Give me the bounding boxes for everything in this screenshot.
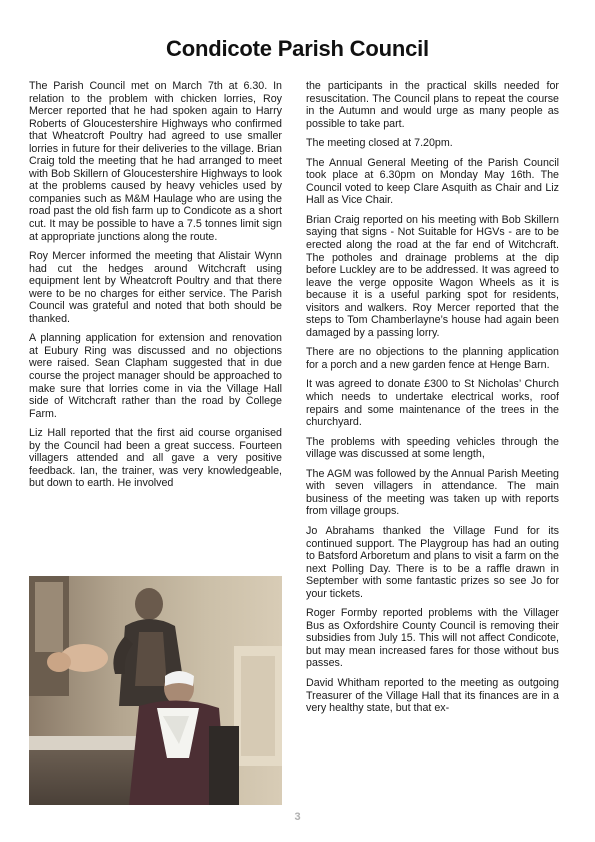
paragraph: The meeting closed at 7.20pm. xyxy=(306,137,453,150)
paragraph: The problems with speeding vehicles through the village was discussed at some length, xyxy=(306,435,559,461)
paragraph: The AGM was followed by the Annual Parish Meeting with seven villagers in attendance. The main business of the meeting was taken up with reports from village groups. xyxy=(306,467,559,518)
paragraph: Jo Abrahams thanked the Village Fund for its continued support. The Playgroup has had an outing to Batsford Arboretum and plans to visit a farm on the next Polling Day. There is to be a raffle drawn in September with some fantastic prizes so see Jo for your tickets. xyxy=(306,524,559,600)
left-column xyxy=(29,80,282,497)
page-title: Condicote Parish Council xyxy=(166,36,429,61)
paragraph: the participants in the practical skills needed for resuscitation. The Council plans to repeat the course in the Autumn and would urge as many people as possible to take part. xyxy=(306,80,559,130)
paragraph: There are no objections to the planning application for a porch and a new garden fence at Henge Barn. xyxy=(306,346,559,371)
paragraph: The Annual General Meeting of the Parish Council took place at 6.30pm on Monday May 16th. The Council voted to keep Clare Asquith as Chair and Liz Hall as Vice Chair. xyxy=(306,156,559,207)
paragraph: A planning application for extension and renovation at Eubury Ring was discussed and no objections were raised. Sean Clapham suggested that in due course the project manager should be approached to make sure that lorries come in via the Village Hall side of Witchcraft rather than the road by College Farm. xyxy=(29,332,282,420)
page-number: 3 xyxy=(294,811,301,823)
paragraph: Roy Mercer informed the meeting that Alistair Wynn had cut the hedges around Witchcraft using equipment lent by Wheatcroft Poultry and that there were to be no charges for either service. The Parish Council was grateful and noted that both should be thanked. xyxy=(29,250,282,325)
paragraph: It was agreed to donate £300 to St Nicholas’ Church which needs to undertake electrical works, roof repairs and some maintenance of the trees in the churchyard. xyxy=(306,378,559,429)
paragraph: Liz Hall reported that the first aid course organised by the Council had been a great success. Fourteen villagers attended and all gave a very positive feedback. Ian, the trainer, was very knowledgeable, but down to earth. He involved xyxy=(29,427,282,490)
paragraph: The Parish Council met on March 7th at 6.30. In relation to the problem with chicken lorries, Roy Mercer reported that he had spoken again to Harry Roberts of Gloucestershire Highways who confirmed that Wheatcroft Poultry had agreed to use smaller lorries in future for their deliveries to the village. Brian Craig told the meeting that he had arranged to meet with Bob Skillern of Gloucestershire Highways to look at the problems caused by heavy vehicles used by companies such as M&M Haulage who are using the road past the old fish farm up to Condicote as a short cut. It may be possible to have a 7.5 tonnes limit sign at appropriate junctions along the route. xyxy=(29,80,282,243)
paragraph: Roger Formby reported problems with the Villager Bus as Oxfordshire County Council is removing their subsidies from July 15. This will not affect Condicote, but may mean increased fares for those without bus passes. xyxy=(306,607,559,670)
right-column xyxy=(306,80,559,722)
paragraph: Brian Craig reported on his meeting with Bob Skillern saying that signs - Not Suitable for HGVs - are to be erected along the road at the far end of Witchcraft. The potholes and drainage problems at the dip before Luckley are to be addressed. It was agreed to leave the verge opposite Wagon Wheels as it is because it is a useful parking spot for residents, visitors and walkers. Roy Mercer reported that the steps to Tom Chamberlayne’s house had again been damaged by a passing lorry. xyxy=(306,213,559,339)
paragraph: David Whitham reported to the meeting as outgoing Treasurer of the Village Hall that its finances are in a very healthy state, but that ex- xyxy=(306,676,559,715)
first-aid-course-photo xyxy=(29,576,282,805)
